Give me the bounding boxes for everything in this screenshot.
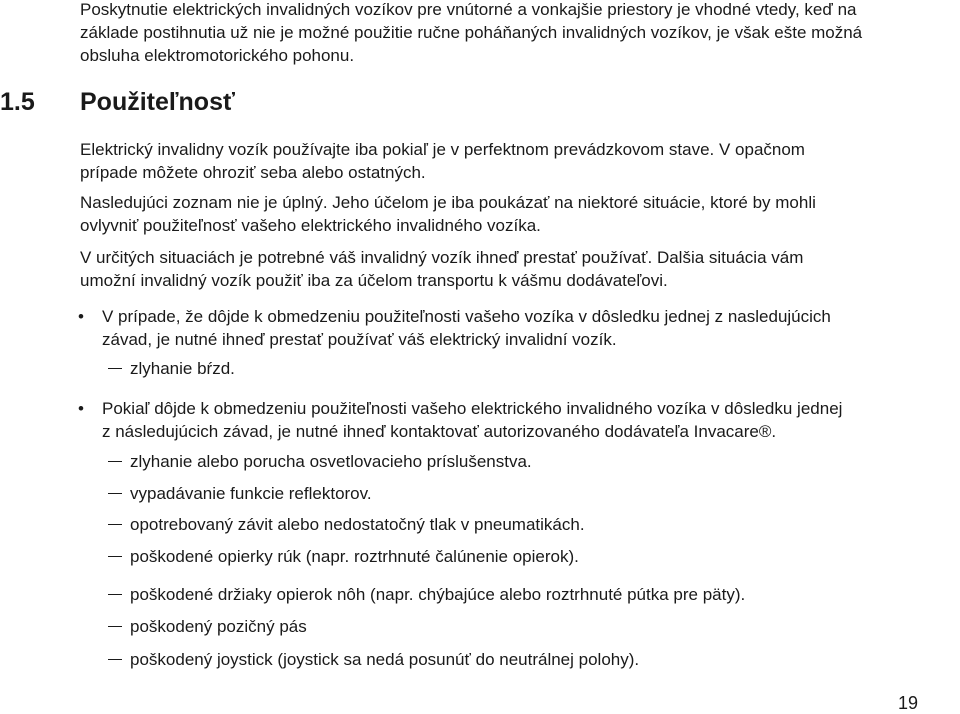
bullet-icon: •: [78, 307, 84, 326]
paragraph-list-incomplete: [80, 191, 940, 237]
paragraph-line: Nasledujúci zoznam nie je úplný. Jeho účelom je iba poukázať na niektoré situácie, ktoré by mohli: [80, 193, 816, 212]
dash-icon: [108, 594, 122, 596]
intro-line: obsluha elektromotorického pohonu.: [80, 46, 355, 65]
dash-icon: [108, 461, 122, 463]
page-number: 19: [897, 693, 918, 713]
bullet-text: [102, 305, 944, 351]
dash-list-item: [108, 450, 938, 473]
bullet-line: V prípade, že dôjde k obmedzeniu použiteľnosti vašeho vozíka v dôsledku jednej z nasledujúcich: [102, 307, 831, 326]
dash-list-item: [108, 615, 938, 638]
bullet-item-stop-using: [74, 305, 944, 351]
section-heading: [0, 86, 700, 118]
bullet-line: závad, je nutné ihneď prestať používať váš elektrický invalidní vozík.: [102, 330, 617, 349]
paragraph-line: ovlyvniť použiteľnosť vašeho elektrického invalidného vozíka.: [80, 216, 541, 235]
intro-line: základe postihnutia už nie je možné použitie ručne poháňaných invalidných vozíkov, je však ešte možná: [80, 23, 863, 42]
dash-list-item: [108, 513, 938, 536]
dash-icon: [108, 659, 122, 661]
section-title: Použiteľnosť: [80, 88, 235, 116]
dash-list-item: [108, 583, 938, 606]
dash-item-text: vypadávanie funkcie reflektorov.: [130, 484, 372, 503]
bullet-text: [102, 397, 944, 443]
dash-list-item: [108, 482, 938, 505]
dash-item-text: poškodený joystick (joystick sa nedá posunúť do neutrálnej polohy).: [130, 650, 640, 669]
paragraph-line: prípade môžete ohroziť seba alebo ostatných.: [80, 163, 426, 182]
dash-list-item: [108, 648, 938, 671]
dash-icon: [108, 524, 122, 526]
bullet-line: z následujúcich závad, je nutné ihneď kontaktovať autorizovaného dodávateľa Invacare®.: [102, 422, 777, 441]
intro-paragraph: [80, 0, 960, 67]
intro-line: Poskytnutie elektrických invalidných vozíkov pre vnútorné a vonkajšie priestory je vhodné vtedy, keď na: [80, 0, 857, 19]
paragraph-line: V určitých situaciách je potrebné váš invalidný vozík ihneď prestať používať. Dalšia situácia vám: [80, 248, 804, 267]
bullet-item-contact-dealer: [74, 397, 944, 443]
dash-icon: [108, 556, 122, 558]
paragraph-stop-using: [80, 246, 940, 292]
bullet-line: Pokiaľ dôjde k obmedzeniu použiteľnosti vašeho elektrického invalidného vozíka v dôsledku jednej: [102, 399, 843, 418]
dash-item-text: poškodené držiaky opierok nôh (napr. chýbajúce alebo roztrhnuté pútka pre päty).: [130, 585, 746, 604]
paragraph-line: umožní invalidný vozík použiť iba za účelom transportu k vášmu dodávateľovi.: [80, 271, 668, 290]
dash-list-item: [108, 357, 938, 380]
dash-item-text: poškodený pozičný pás: [130, 617, 307, 636]
dash-icon: [108, 493, 122, 495]
section-number: 1.5: [0, 88, 35, 116]
dash-icon: [108, 626, 122, 628]
paragraph-usability-condition: [80, 138, 940, 184]
dash-icon: [108, 368, 122, 370]
dash-item-text: opotrebovaný závit alebo nedostatočný tlak v pneumatikách.: [130, 515, 585, 534]
dash-item-text: zlyhanie bŕzd.: [130, 359, 235, 378]
dash-list-item: [108, 545, 938, 568]
paragraph-line: Elektrický invalidny vozík používajte iba pokiaľ je v perfektnom prevádzkovom stave. V opačnom: [80, 140, 805, 159]
dash-item-text: zlyhanie alebo porucha osvetlovacieho príslušenstva.: [130, 452, 532, 471]
dash-item-text: poškodené opierky rúk (napr. roztrhnuté čalúnenie opierok).: [130, 547, 579, 566]
bullet-icon: •: [78, 399, 84, 418]
